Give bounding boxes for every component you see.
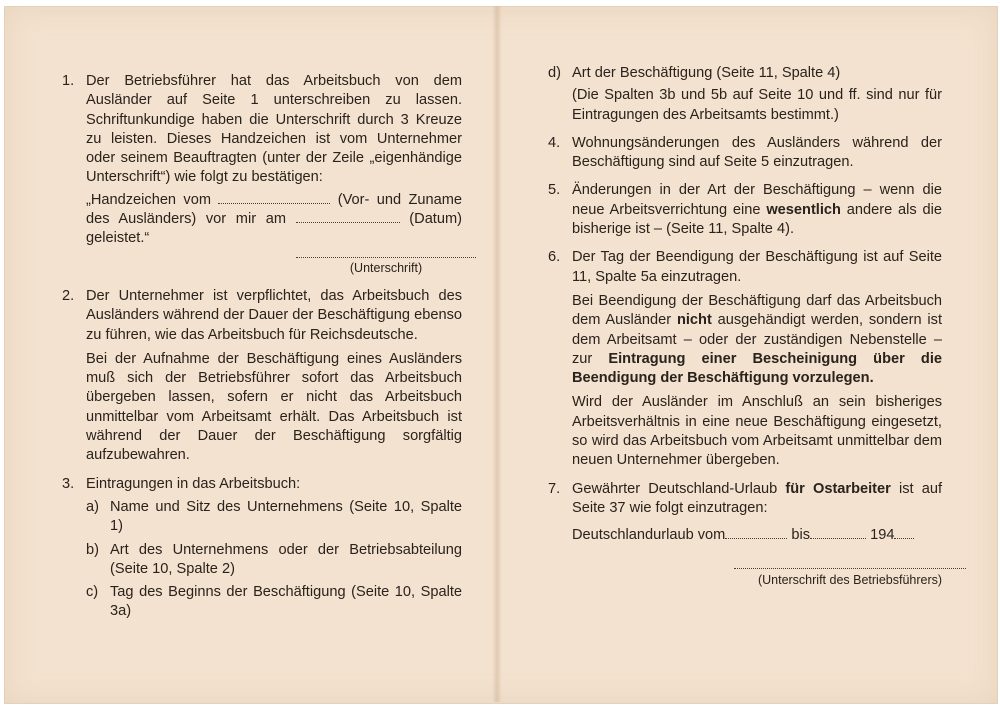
entry-text: Art des Unternehmens oder der Betriebsabteilung (Seite 10, Spalte 2) xyxy=(110,541,462,577)
instruction-6-emphasis-nicht: nicht xyxy=(676,312,712,329)
instruction-7-text-b: ist auf Seite 37 wie folgt einzutragen: xyxy=(572,480,942,516)
name-fill-line xyxy=(218,193,330,204)
date-fill-line xyxy=(296,212,400,223)
right-column xyxy=(548,64,942,599)
entry-d xyxy=(548,64,942,125)
year-prefix: 194 xyxy=(870,527,895,544)
instruction-7-text-a: Gewährter Deutschland-Urlaub xyxy=(572,480,778,497)
instruction-7-text xyxy=(572,480,942,519)
instruction-4 xyxy=(548,134,942,173)
entry-c xyxy=(86,583,462,622)
signature-label: (Unterschrift) xyxy=(349,260,423,275)
signature-line xyxy=(734,568,966,590)
instruction-5-text-b: andere als die bisherige ist – (Seite 11, Spalte 4). xyxy=(572,201,942,238)
entry-letter: c) xyxy=(86,584,99,601)
instruction-5-text-a: Änderungen in der Art der Beschäftigung – wenn die neue Arbeitsverrichtung eine xyxy=(572,182,942,218)
instruction-4-text: Wohnungsänderungen des Ausländers während der Beschäftigung sind auf Seite 5 einzutragen. xyxy=(572,134,942,171)
instruction-6-text-b: ausgehändigt werden, sondern ist dem Arbeitsamt – oder der zuständigen Nebenstelle – zur xyxy=(572,312,943,367)
instruction-6-paragraph-2 xyxy=(572,292,942,388)
instruction-7-emphasis: für Ostarbeiter xyxy=(785,480,891,497)
entry-b xyxy=(86,541,462,580)
instruction-2 xyxy=(62,287,462,466)
certification-formula xyxy=(86,191,462,249)
instruction-6-text-a: Bei Beendigung der Beschäftigung darf das Arbeitsbuch dem Ausländer xyxy=(572,292,942,329)
item-number: 7. xyxy=(548,480,561,497)
from-date-fill-line xyxy=(725,528,787,539)
signature-line xyxy=(296,257,476,278)
instruction-7 xyxy=(548,480,942,590)
instruction-6-emphasis-eintragung: Eintragung einer Bescheinigung über die Beendigung der Beschäftigung vorzulegen. xyxy=(572,350,942,387)
center-fold xyxy=(492,6,502,702)
formula-part-a: „Handzeichen vom xyxy=(86,191,211,208)
instruction-6-paragraph-1: Der Tag der Beendigung der Beschäftigung ist auf Seite 11, Spalte 5a einzutragen. xyxy=(572,249,942,285)
holiday-to-label: bis xyxy=(791,527,811,544)
entry-letter: d) xyxy=(548,65,561,81)
holiday-from-label: Deutschlandurlaub vom xyxy=(572,527,726,544)
instruction-6 xyxy=(548,248,942,470)
item-number: 4. xyxy=(548,134,561,151)
holiday-entry-line xyxy=(572,526,942,545)
entry-letter: a) xyxy=(86,498,99,515)
instruction-2-paragraph-2: Bei der Aufnahme der Beschäftigung eines Ausländers muß sich der Betriebsführer sofort das Arbeitsbuch übergeben lassen, sofern er nicht das Arbeitsbuch unmittelbar vom Arbeitsamt erhält. Das Arbeitsbuch ist während der Dauer der Beschäftigung sorgfältig aufzubewahren. xyxy=(86,350,462,464)
instruction-2-paragraph-1: Der Unternehmer ist verpflichtet, das Arbeitsbuch des Ausländers während der Dauer der Beschäftigung ebenso zu führen, wie das Arbeitsbuch für Reichsdeutsche. xyxy=(86,287,462,343)
item-number: 6. xyxy=(548,249,561,266)
item-number: 3. xyxy=(62,475,75,492)
entry-a xyxy=(86,498,462,537)
formula-part-c: (Datum) geleistet.“ xyxy=(86,211,462,247)
item-number: 2. xyxy=(62,287,75,304)
instruction-5 xyxy=(548,181,942,239)
entry-letter: b) xyxy=(86,541,99,558)
formula-part-b: (Vor- und Zuname des Ausländers) vor mir am xyxy=(86,191,462,228)
to-date-fill-line xyxy=(810,528,866,539)
entry-text: Name und Sitz des Unternehmens (Seite 10, Spalte 1) xyxy=(110,498,462,535)
entry-d-note: (Die Spalten 3b und 5b auf Seite 10 und ff. sind nur für Eintragungen des Arbeitsamts bestimmt.) xyxy=(572,87,942,123)
entry-d-text: Art der Beschäftigung (Seite 11, Spalte 4) xyxy=(572,65,841,81)
instruction-3-intro: Eintragungen in das Arbeitsbuch: xyxy=(86,475,301,492)
signature-label: (Unterschrift des Betriebsführers) xyxy=(757,572,943,587)
instruction-1-text: Der Betriebsführer hat das Arbeitsbuch von dem Ausländer auf Seite 1 unterschreiben zu lassen. Schriftunkundige haben die Unterschrift durch 3 Kreuze zu leisten. Dieses Handzeichen ist vom Unternehmer oder seinem Beauftragten (unter der Zeile „eigenhändige Unterschrift“) wie folgt zu bestätigen: xyxy=(86,73,462,186)
left-column xyxy=(62,72,462,631)
entry-text: Tag des Beginns der Beschäftigung (Seite 10, Spalte 3a) xyxy=(110,584,462,620)
item-number: 5. xyxy=(548,182,561,199)
item-number: 1. xyxy=(62,73,75,89)
instruction-3 xyxy=(62,475,462,622)
instruction-1 xyxy=(62,72,462,278)
instruction-5-emphasis: wesentlich xyxy=(766,201,841,218)
year-fill-line xyxy=(894,528,914,539)
instruction-6-paragraph-3: Wird der Ausländer im Anschluß an sein bisheriges Arbeitsverhältnis in eine neue Beschäftigung eingesetzt, so wird das Arbeitsbuch vom Arbeitsamt unmittelbar dem neuen Unternehmer übergeben. xyxy=(572,394,942,469)
